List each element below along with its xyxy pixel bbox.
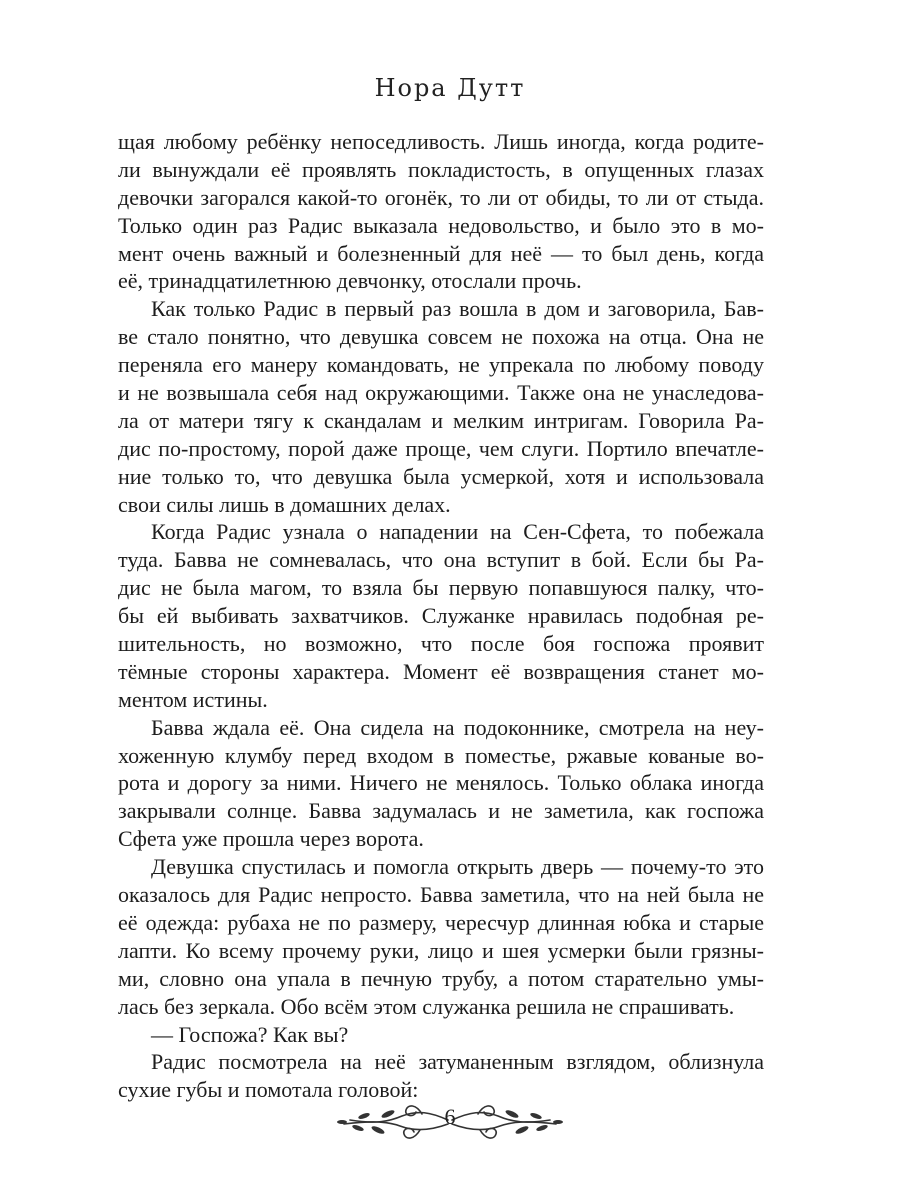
text-line: тёмные стороны характера. Момент её возвращения станет мо-: [118, 658, 764, 684]
text-line: хоженную клумбу перед входом в поместье, ржавые кованые во-: [118, 742, 764, 768]
body-text: [118, 128, 764, 1104]
page-footer: [0, 1094, 900, 1154]
text-line: Девушка спустилась и помогла открыть дверь — почему-то это: [151, 854, 764, 880]
text-line: лась без зеркала. Обо всём этом служанка решила не спрашивать.: [118, 993, 735, 1019]
text-line: ми, словно она упала в печную трубу, а потом старательно умы-: [118, 965, 764, 991]
text-line: ве стало понятно, что девушка совсем не похожа на отца. Она не: [118, 324, 764, 350]
text-line: переняла его манеру командовать, не упрекала по любому поводу: [118, 352, 764, 378]
text-line: Только один раз Радис выказала недовольство, и было это в мо-: [118, 212, 764, 238]
text-line: дис по-простому, порой даже проще, чем слуги. Портило впечатле-: [118, 435, 764, 461]
text-line: ла от матери тягу к скандалам и мелким интригам. Говорила Ра-: [118, 407, 764, 433]
text-line: — Госпожа? Как вы?: [151, 1021, 349, 1047]
text-line: Бавва ждала её. Она сидела на подоконнике, смотрела на неу-: [151, 714, 764, 740]
text-line: и не возвышала себя над окружающими. Также она не унаследова-: [118, 380, 764, 406]
running-header-author: Нора Дутт: [374, 74, 526, 102]
text-line: ли вынуждали её проявлять покладистость, в опущенных глазах: [118, 156, 764, 182]
text-line: дис не была магом, то взяла бы первую попавшуюся палку, что-: [118, 575, 764, 601]
page-number: 6: [444, 1104, 456, 1129]
text-line: оказалось для Радис непросто. Бавва заметила, что на ней была не: [118, 882, 764, 908]
text-line: Сфета уже прошла через ворота.: [118, 826, 424, 852]
text-line: Радис посмотрела на неё затуманенным взглядом, облизнула: [151, 1049, 764, 1075]
text-line: щая любому ребёнку непоседливость. Лишь иногда, когда родите-: [118, 129, 764, 154]
text-line: лапти. Ко всему прочему руки, лицо и шея усмерки были грязны-: [118, 937, 764, 963]
text-line: мент очень важный и болезненный для неё — то был день, когда: [118, 240, 764, 266]
text-line: Когда Радис узнала о нападении на Сен-Сфета, то побежала: [151, 519, 764, 545]
text-line: рота и дорогу за ними. Ничего не менялось. Только облака иногда: [118, 770, 764, 796]
text-line: её, тринадцатилетнюю девчонку, отослали прочь.: [118, 268, 582, 294]
text-line: закрывали солнце. Бавва задумалась и не заметила, как госпожа: [118, 798, 764, 824]
text-line: ментом истины.: [118, 686, 268, 712]
text-line: бы ей выбивать захватчиков. Служанке нравилась подобная ре-: [118, 603, 764, 629]
text-line: туда. Бавва не сомневалась, что она вступит в бой. Если бы Ра-: [118, 547, 764, 573]
text-line: шительность, но возможно, что после боя госпожа проявит: [118, 631, 764, 657]
text-line: сухие губы и помотала головой:: [118, 1077, 419, 1103]
text-line: свои силы лишь в домашних делах.: [118, 491, 451, 517]
text-line: девочки загорался какой-то огонёк, то ли от обиды, то ли от стыда.: [118, 184, 764, 210]
text-line: Как только Радис в первый раз вошла в дом и заговорила, Бав-: [151, 296, 764, 322]
text-line: её одежда: рубаха не по размеру, чересчур длинная юбка и старые: [118, 909, 764, 935]
text-line: ние только то, что девушка была усмеркой, хотя и использовала: [118, 463, 764, 489]
